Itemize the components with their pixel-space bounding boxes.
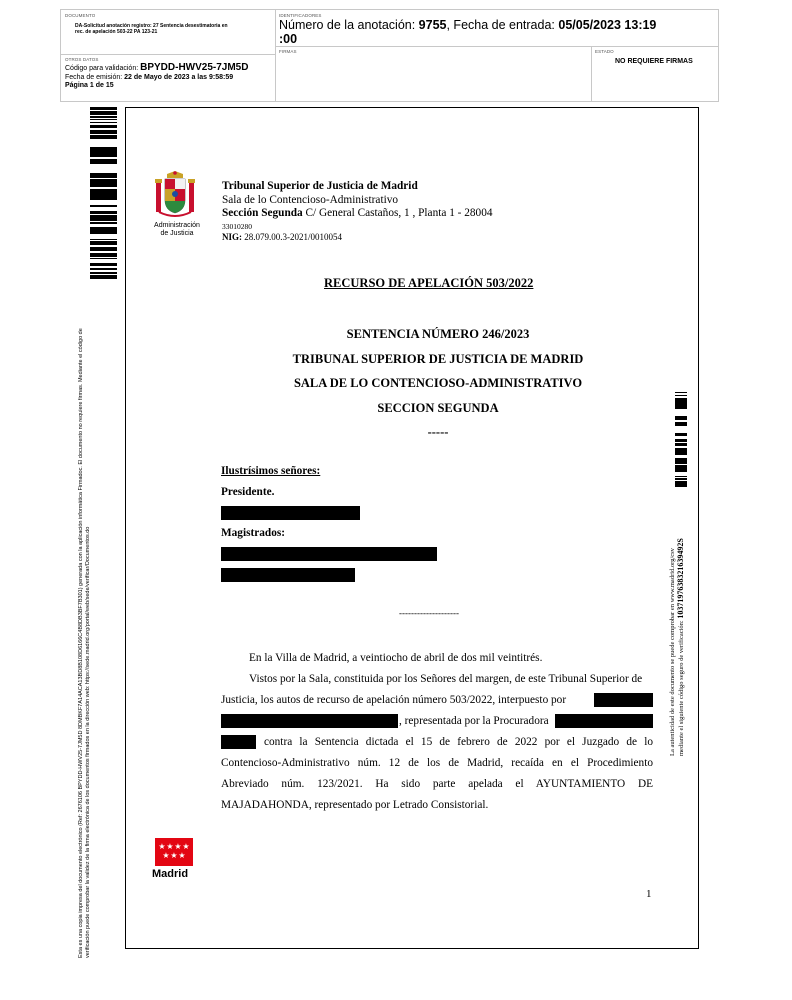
redaction-presidente [221,506,360,520]
right-margin-text: La autenticidad de este documento se puede comprobar en www.madrid.org/csv mediante el siguiente código seguro de verificación: 1037197638321639492S [669,538,685,756]
svg-text:★: ★ [162,851,170,860]
tribunal-title: TRIBUNAL SUPERIOR DE JUSTICIA DE MADRID [292,351,584,366]
paragraph-vistos-line3: , representada por la Procuradora [399,715,549,727]
paragraph-vistos-line6: Abreviado núm. 123/2021. Ha sido parte apelada el AYUNTAMIENTO DE [221,778,653,790]
title-dashes: ----- [427,425,449,439]
header-divider [61,54,275,55]
redaction-magistrado-2 [221,568,355,582]
svg-text:★: ★ [178,851,186,860]
redaction-procuradora-cont [221,735,256,749]
header-divider [275,10,276,101]
svg-text:★: ★ [174,842,182,851]
svg-text:★: ★ [182,842,190,851]
otros-datos-value: Código para validación: BPYDD-HWV25-7JM5D Fecha de emisión: 22 de Mayo de 2023 a las 9:58:59 Página 1 de 15 [65,62,249,89]
redaction-procuradora [555,714,653,728]
documento-label: DOCUMENTO [65,13,96,18]
csv-code: 1037197638321639492S [676,538,685,619]
svg-text:★: ★ [158,842,166,851]
section-separator: -------------------- [399,608,459,618]
redaction-apelante [594,693,653,707]
document-header [60,9,719,102]
paragraph-vistos-line4: contra la Sentencia dictada el 15 de febrero de 2022 por el Juzgado de lo [264,736,653,748]
svg-text:★: ★ [166,842,174,851]
sentencia-number: SENTENCIA NÚMERO 246/2023 [346,327,530,341]
paragraph-vistos-line1: Vistos por la Sala, constituida por los Señores del margen, de este Tribunal Superior de [249,673,643,685]
barcode-left [90,107,117,279]
madrid-stars-icon [155,838,193,866]
redaction-apelante-cont [221,714,398,728]
estado-value: NO REQUIERE FIRMAS [615,58,693,65]
logo-caption: Administración de Justicia [154,222,200,237]
paragraph-vistos-line2: Justicia, los autos de recurso de apelación número 503/2022, interpuesto por [221,694,567,706]
anotacion-info: Número de la anotación: 9755, Fecha de entrada: 05/05/2023 13:19 :00 [279,18,657,46]
header-divider [591,46,592,101]
ilustrisimos-heading: Ilustrísimos señores: [221,465,321,477]
paragraph-vistos-line5: Contencioso-Administrativo núm. 12 de los de Madrid, recaída en el Procedimiento [221,757,653,769]
paragraph-vistos-line7: MAJADAHONDA, representado por Letrado Consistorial. [221,799,489,811]
identificadores-label: IDENTIFICADORES [279,13,322,18]
madrid-logo-text: Madrid [152,868,189,880]
magistrados-label: Magistrados: [221,527,286,539]
otros-datos-label: OTROS DATOS [65,57,99,62]
page-number: 1 [646,888,652,900]
court-name: Tribunal Superior de Justicia de Madrid [222,180,418,192]
recurso-title: RECURSO DE APELACIÓN 503/2022 [324,276,534,290]
court-address: Sección Segunda C/ General Castaños, 1 , Planta 1 - 28004 [222,207,493,219]
svg-text:★: ★ [170,851,178,860]
sala-title: SALA DE LO CONTENCIOSO-ADMINISTRATIVO [293,376,583,390]
coat-of-arms-icon [153,170,197,226]
paragraph-date: En la Villa de Madrid, a veintiocho de abril de dos mil veintitrés. [249,652,543,664]
madrid-logo [155,838,193,866]
presidente-label: Presidente. [221,486,275,498]
seccion-title: SECCION SEGUNDA [377,400,499,415]
court-nig: NIG: 28.079.00.3-2021/0010054 [222,231,342,242]
firmas-label: FIRMAS [279,49,297,54]
court-header [222,180,493,242]
estado-label: ESTADO [595,49,614,54]
documento-value: DA-Solicitud anotación registro: 27 Sentencia desestimatoria en rec. de apelación 503-22 PA 123-21 [75,23,228,35]
sentencia-block [213,322,663,445]
header-divider [275,46,718,47]
codigo-validacion: BPYDD-HWV25-7JM5D [140,62,249,73]
redaction-magistrado-1 [221,547,437,561]
court-code: 33010280 [222,221,252,231]
court-sala: Sala de lo Contencioso-Administrativo [222,193,399,206]
left-margin-text: Esta es una copia impresa del documento electrónico (Ref: 2676106 BPYDD-HWV25-7JM5D 8DMBKF7A14ACA13BD8B108D6166C4B8DB3BF7B301) generada con la aplicación informática Firmadoc. El documento no requiere firmas. Mediante el código de verificación puede comprobar la validez de la firma electrónica de los documentos firmados en la dirección web: https://sede.madrid.org/portal/web/sede/verificar/Documentos.do [78,328,91,958]
